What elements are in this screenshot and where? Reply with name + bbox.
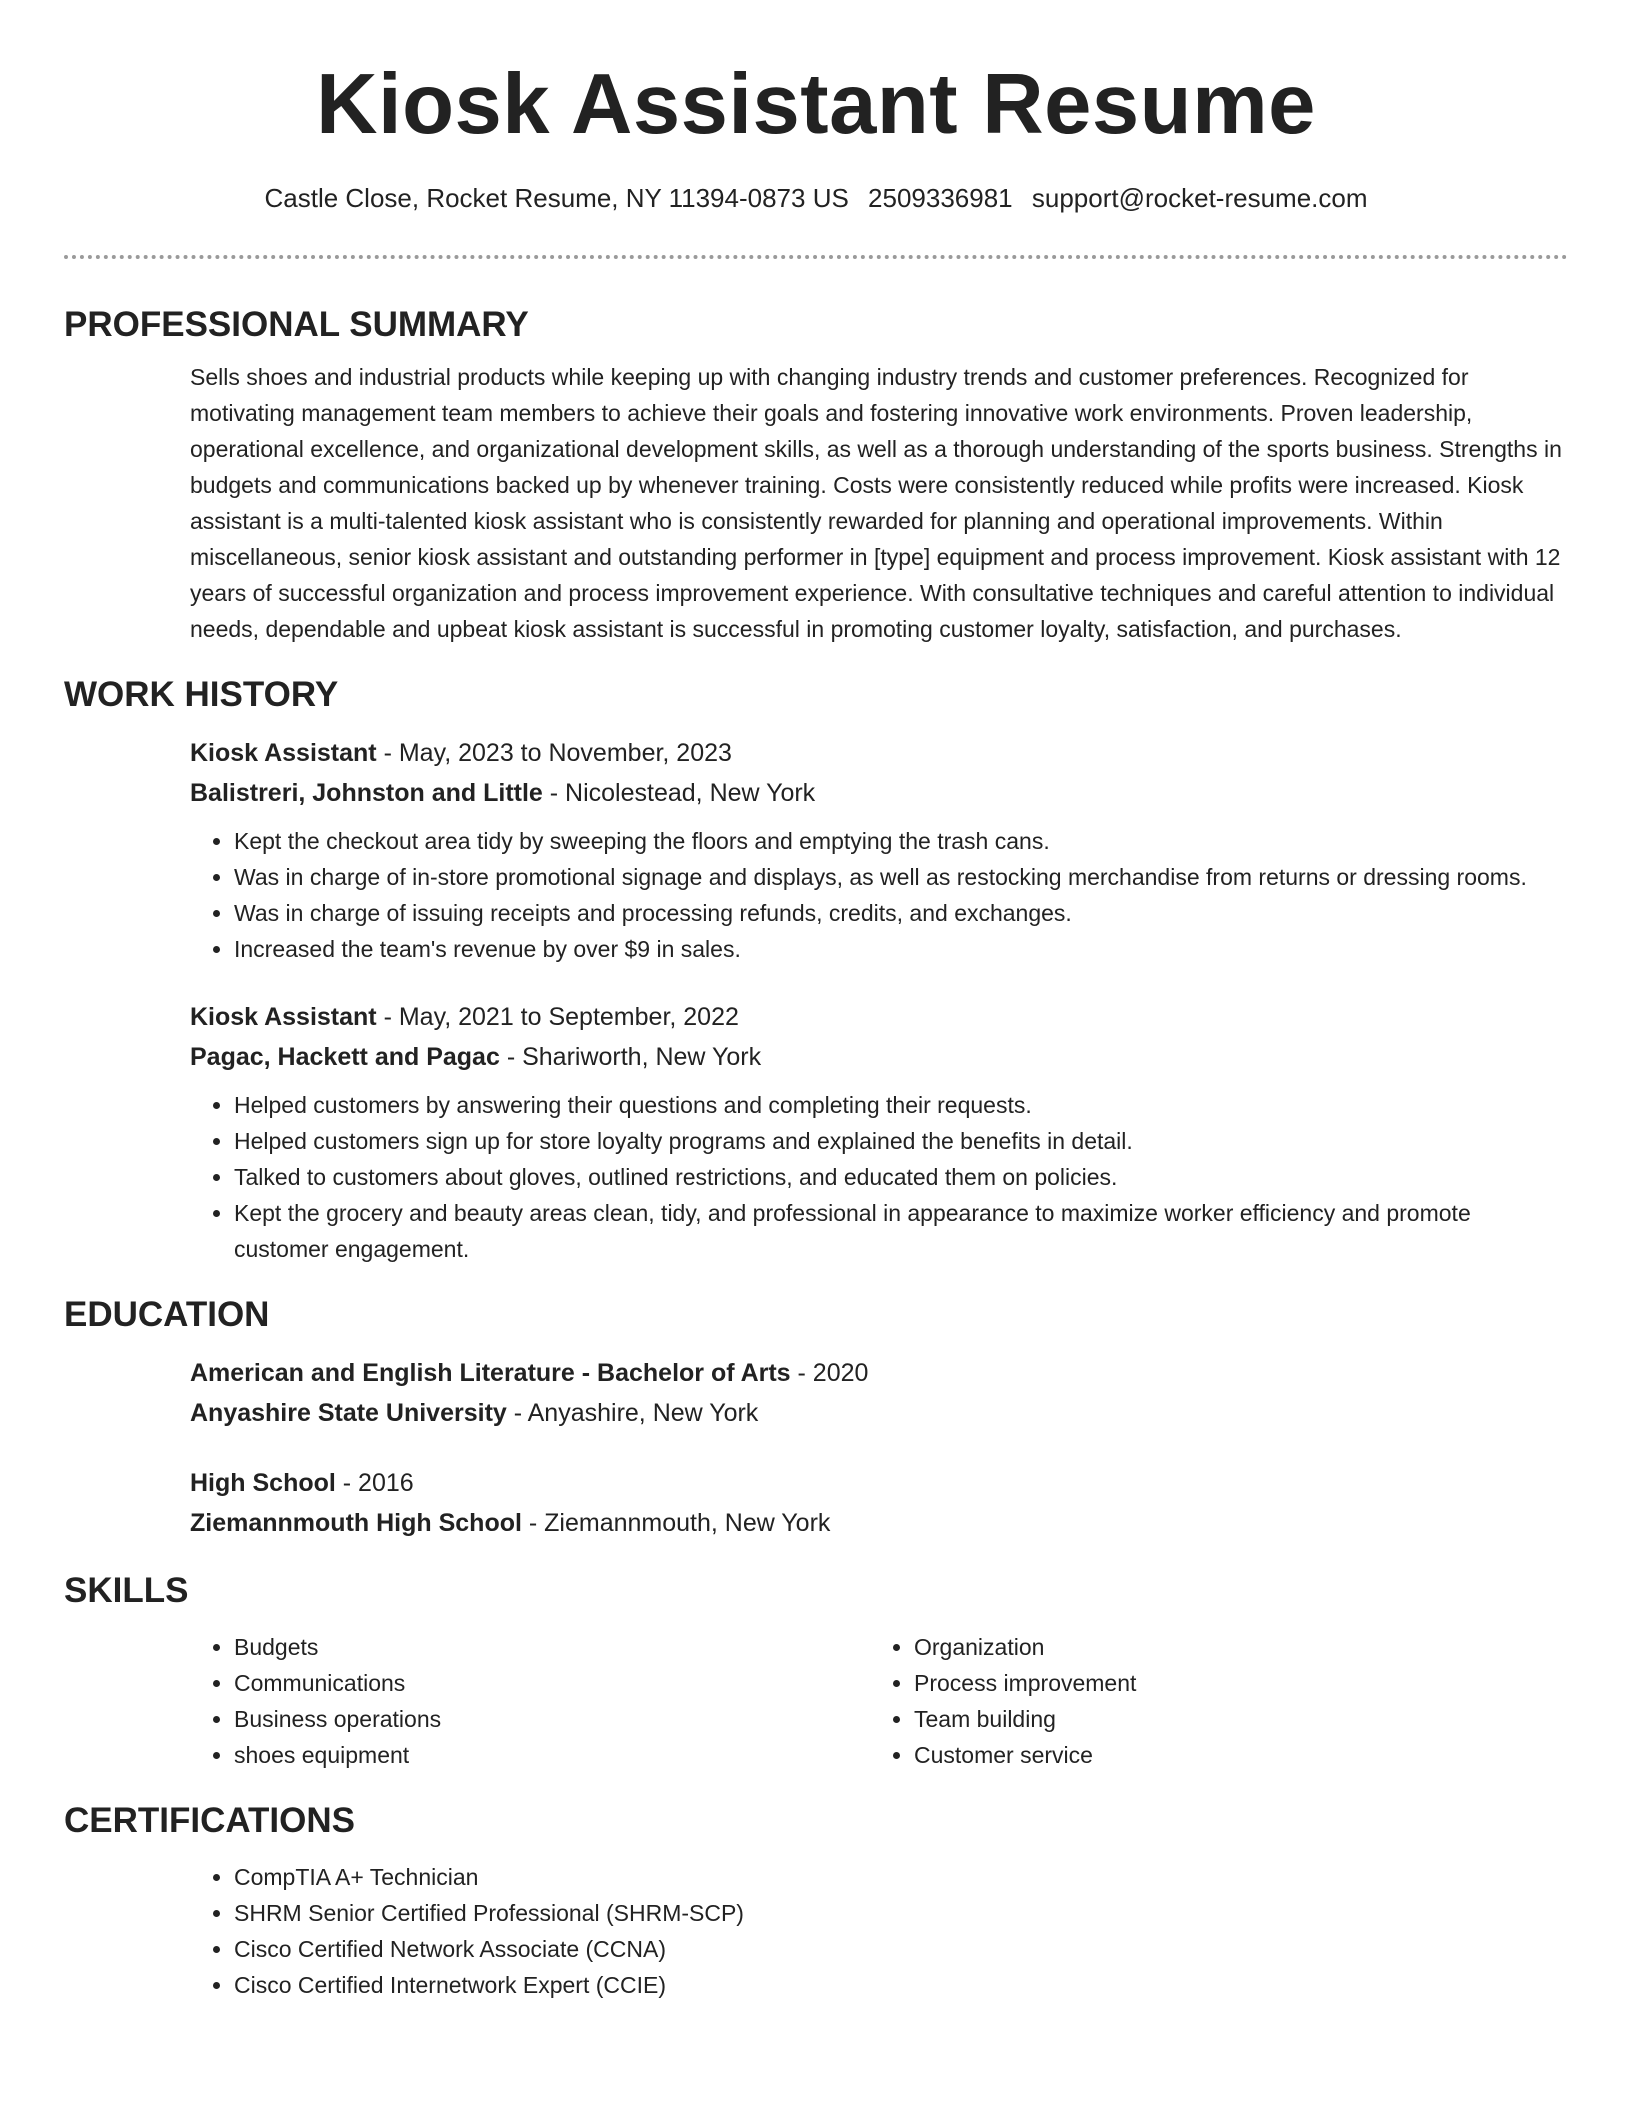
list-item: • Team building — [914, 1701, 1550, 1737]
job-company-line — [190, 1037, 1568, 1077]
education-entry — [190, 1353, 1568, 1433]
contact-phone: 2509336981 — [868, 183, 1013, 213]
list-item: • shoes equipment — [234, 1737, 870, 1773]
list-item: • Increased the team's revenue by over $9 in sales. — [234, 931, 1568, 967]
degree-name: American and English Literature - Bachelor of Arts — [190, 1359, 791, 1387]
job-bullets — [190, 823, 1568, 967]
job-company: Balistreri, Johnston and Little — [190, 779, 543, 807]
list-item: • Cisco Certified Internetwork Expert (CCIE) — [234, 1967, 1568, 2003]
school-line — [190, 1393, 1568, 1433]
list-item: • Communications — [234, 1665, 870, 1701]
list-item: • Organization — [914, 1629, 1550, 1665]
job-dates: - May, 2023 to November, 2023 — [376, 739, 732, 767]
job-title-line — [190, 997, 1568, 1037]
work-heading: WORK HISTORY — [64, 675, 339, 714]
skills-column-right — [870, 1629, 1550, 1773]
degree-year: - 2016 — [335, 1469, 414, 1497]
degree-year: - 2020 — [790, 1359, 869, 1387]
list-item: • Talked to customers about gloves, outlined restrictions, and educated them on policies. — [234, 1159, 1568, 1195]
list-item: • Process improvement — [914, 1665, 1550, 1701]
degree-line — [190, 1353, 1568, 1393]
header-divider — [64, 255, 1568, 259]
list-item: • SHRM Senior Certified Professional (SHRM-SCP) — [234, 1895, 1568, 1931]
contact-line — [64, 181, 1568, 215]
school-name: Anyashire State University — [190, 1399, 507, 1427]
work-body — [190, 733, 1568, 1267]
certifications-list — [190, 1859, 1568, 2003]
job-company: Pagac, Hackett and Pagac — [190, 1043, 500, 1071]
job-company-line — [190, 773, 1568, 813]
summary-body — [190, 359, 1568, 647]
school-name: Ziemannmouth High School — [190, 1509, 522, 1537]
job-location: - Shariworth, New York — [499, 1043, 762, 1071]
job-title: Kiosk Assistant — [190, 1003, 377, 1031]
list-item: • CompTIA A+ Technician — [234, 1859, 1568, 1895]
education-body — [190, 1353, 1568, 1543]
list-item: • Kept the grocery and beauty areas clean, tidy, and professional in appearance to maximize worker efficiency and promote customer engagement. — [234, 1195, 1568, 1267]
skills-heading: SKILLS — [64, 1571, 189, 1610]
list-item: • Helped customers sign up for store loyalty programs and explained the benefits in detail. — [234, 1123, 1568, 1159]
summary-text: Sells shoes and industrial products while keeping up with changing industry trends and customer preferences. Recognized for motivating management team members to achieve their goals and fostering innovative work environments. Proven leadership, operational excellence, and organizational development skills, as well as a thorough understanding of the sports business. Strengths in budgets and communications backed up by whenever training. Costs were consistently reduced while profits were increased. Kiosk assistant is a multi-talented kiosk assistant who is consistently rewarded for planning and operational improvements. Within miscellaneous, senior kiosk assistant and outstanding performer in [type] equipment and process improvement. Kiosk assistant with 12 years of successful organization and process improvement experience. With consultative techniques and careful attention to individual needs, dependable and upbeat kiosk assistant is successful in promoting customer loyalty, satisfaction, and purchases. — [190, 364, 1562, 642]
list-item: • Was in charge of issuing receipts and processing refunds, credits, and exchanges. — [234, 895, 1568, 931]
job-title-line — [190, 733, 1568, 773]
job-entry — [190, 997, 1568, 1267]
job-bullets — [190, 1087, 1568, 1267]
list-item: • Kept the checkout area tidy by sweeping the floors and emptying the trash cans. — [234, 823, 1568, 859]
certifications-section — [64, 1799, 1568, 2003]
list-item: • Customer service — [914, 1737, 1550, 1773]
contact-email: support@rocket-resume.com — [1031, 183, 1368, 213]
list-item: • Helped customers by answering their questions and completing their requests. — [234, 1087, 1568, 1123]
list-item: • Budgets — [234, 1629, 870, 1665]
job-entry — [190, 733, 1568, 967]
resume-title: Kiosk Assistant Resume — [316, 57, 1316, 152]
education-heading: EDUCATION — [64, 1295, 270, 1334]
school-line — [190, 1503, 1568, 1543]
contact-address: Castle Close, Rocket Resume, NY 11394-0873 US — [264, 183, 849, 213]
summary-heading: PROFESSIONAL SUMMARY — [64, 305, 529, 344]
list-item: • Business operations — [234, 1701, 870, 1737]
education-section — [64, 1293, 1568, 1543]
skills-grid — [190, 1629, 1568, 1773]
work-section — [64, 673, 1568, 1267]
school-location: - Ziemannmouth, New York — [521, 1509, 831, 1537]
skills-section — [64, 1569, 1568, 1773]
summary-section — [64, 303, 1568, 647]
degree-line — [190, 1463, 1568, 1503]
list-item: • Cisco Certified Network Associate (CCNA) — [234, 1931, 1568, 1967]
education-entry — [190, 1463, 1568, 1543]
certifications-heading: CERTIFICATIONS — [64, 1801, 356, 1840]
list-item: • Was in charge of in-store promotional signage and displays, as well as restocking merchandise from returns or dressing rooms. — [234, 859, 1568, 895]
degree-name: High School — [190, 1469, 336, 1497]
school-location: - Anyashire, New York — [506, 1399, 759, 1427]
job-location: - Nicolestead, New York — [542, 779, 816, 807]
job-dates: - May, 2021 to September, 2022 — [376, 1003, 739, 1031]
certifications-body — [190, 1859, 1568, 2003]
job-title: Kiosk Assistant — [190, 739, 377, 767]
skills-column-left — [190, 1629, 870, 1773]
